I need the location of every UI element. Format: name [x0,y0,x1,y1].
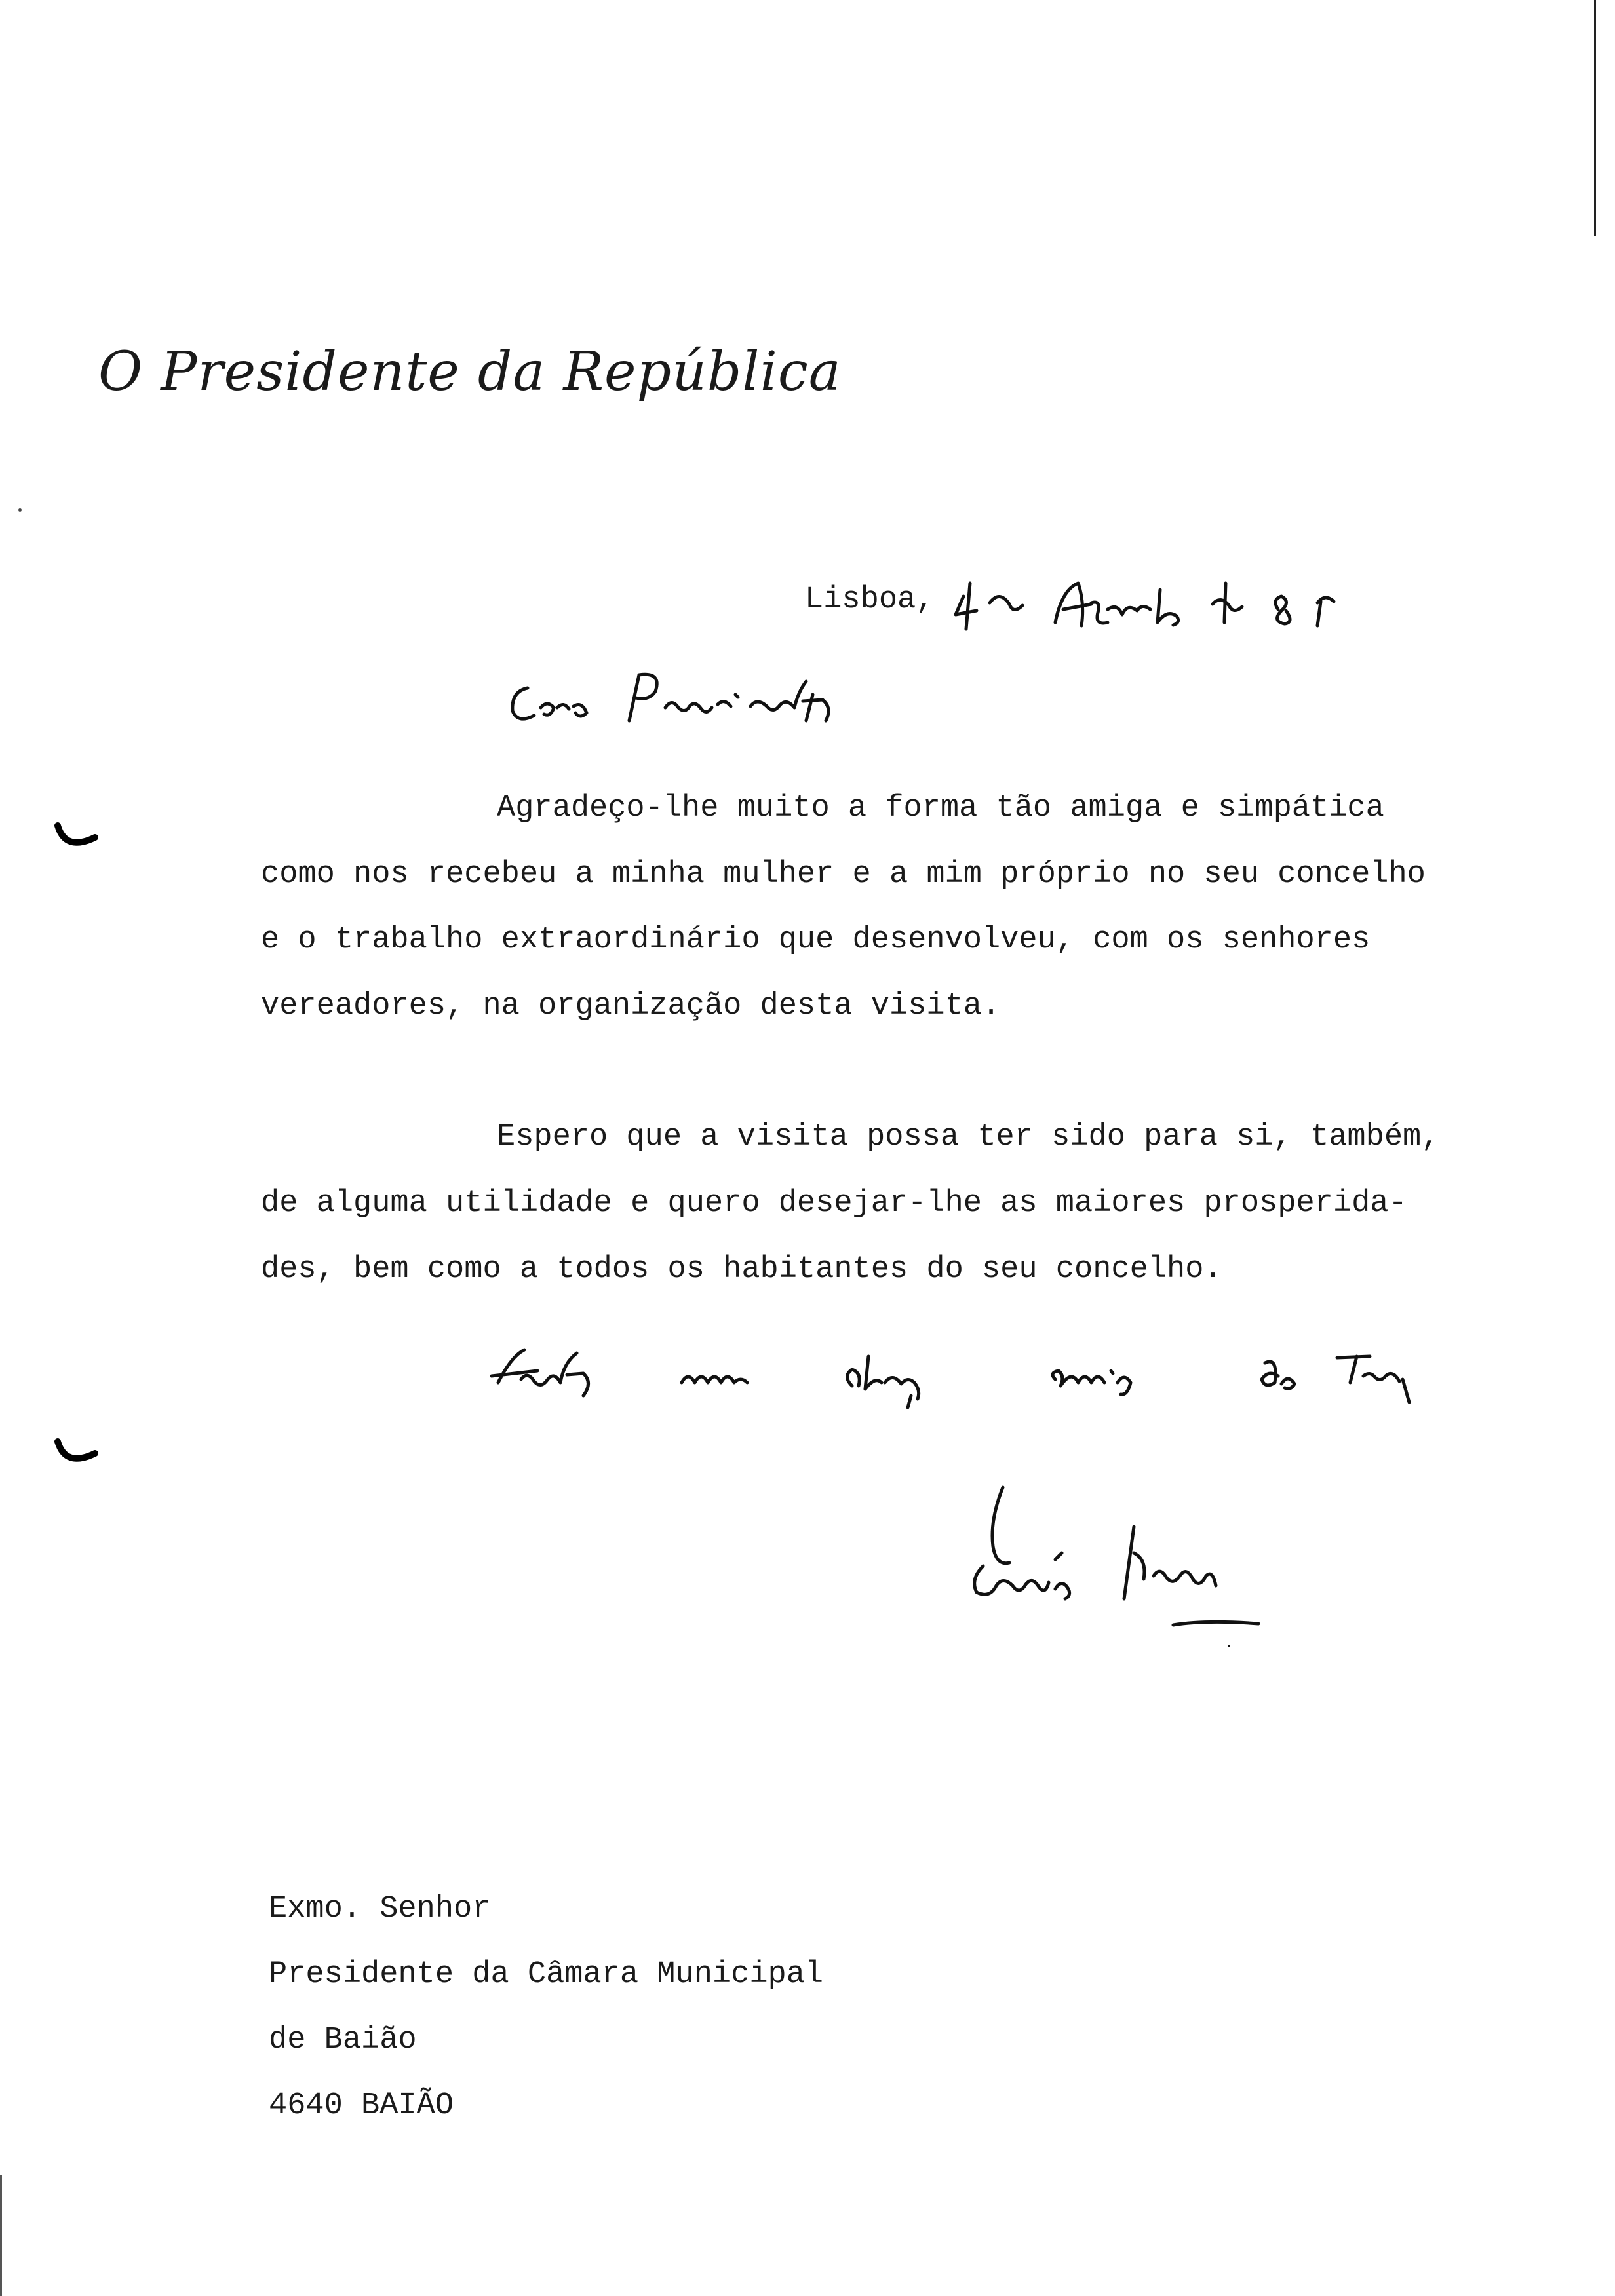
letterhead: O Presidente da República [98,341,842,403]
address-line-4: 4640 BAIÃO [269,2088,454,2123]
paragraph-2-line-2: de alguma utilidade e quero desejar-lhe as maiores prosperida- [261,1186,1407,1221]
signature [957,1468,1324,1664]
handwritten-closing [485,1330,1442,1415]
address-line-2: Presidente da Câmara Municipal [269,1957,824,1992]
paragraph-2-line-1: Espero que a visita possa ter sido para si, também, [497,1120,1440,1155]
place-label: Lisboa, [805,583,935,617]
handwritten-date [950,564,1370,642]
scan-speck [18,508,22,512]
paragraph-1-line-3: e o trabalho extraordinário que desenvolveu, com os senhores [261,923,1371,957]
address-line-3: de Baião [269,2023,417,2057]
punch-hole-mark [52,1435,105,1481]
page-edge-shadow [1594,0,1596,236]
handwritten-salutation [498,655,918,734]
address-line-1: Exmo. Senhor [269,1892,491,1926]
paragraph-1-line-4: vereadores, na organização desta visita. [261,989,1001,1024]
page-edge-shadow [0,2175,2,2296]
paragraph-1-line-2: como nos recebeu a minha mulher e a mim próprio no seu concelho [261,857,1426,892]
paragraph-2-line-3: des, bem como a todos os habitantes do seu concelho. [261,1252,1222,1287]
punch-hole-mark [52,819,105,865]
paragraph-1-line-1: Agradeço-lhe muito a forma tão amiga e simpática [497,791,1384,826]
